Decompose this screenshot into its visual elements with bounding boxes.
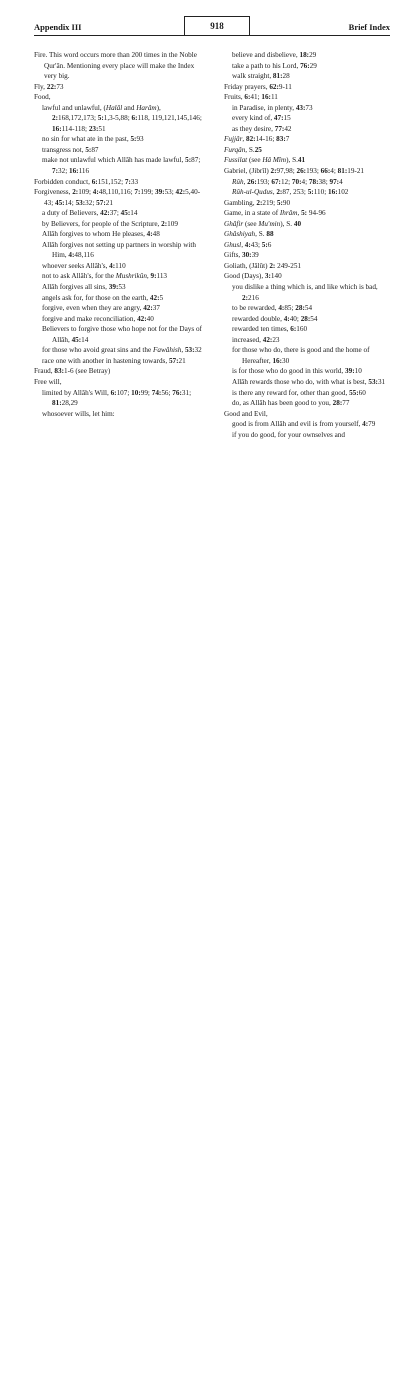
index-subentry: to be rewarded, 4:85; 28:54 [232, 304, 313, 313]
index-entry: Game, in a state of Ihrâm, 5: 94-96 [224, 209, 326, 218]
index-entry: Ghusl, 4:43; 5:6 [224, 240, 272, 249]
index-subentry: whoever seeks Allâh's, 4:110 [42, 261, 126, 270]
index-subentry: a duty of Believers, 42:37; 45:14 [42, 209, 138, 218]
index-column-left [34, 50, 204, 419]
index-entry: Furqân, S.25 [224, 145, 262, 154]
index-subentry: Rûh-ul-Qudus, 2:87, 253; 5:110; 16:102 [232, 188, 349, 197]
index-entry: Ghâshiyah, S. 88 [224, 230, 274, 239]
index-subentry: limited by Allâh's Will, 6:107; 10:99; 74:56; 76:31; 81:28,29 [42, 388, 192, 408]
index-entry: Free will, [34, 377, 62, 386]
index-subentry: not to ask Allâh's, for the Mushrikûn, 9:113 [42, 272, 168, 281]
index-entry: Fire. This word occurs more than 200 times in the Noble Qur'ân. Mentioning every place will make the Index very big. [34, 51, 197, 81]
index-subentry: walk straight, 81:28 [232, 72, 290, 81]
index-subentry: for those who do, there is good and the home of Hereafter, 16:30 [232, 346, 370, 365]
index-subentry: is for those who do good in this world, 39:10 [232, 367, 362, 376]
index-entry: Forbidden conduct, 6:151,152; 7:33 [34, 177, 139, 186]
index-entry: Gambling, 2:219; 5:90 [224, 198, 291, 207]
index-subentry: Allâh forgives not setting up partners in worship with Him, 4:48,116 [42, 240, 196, 260]
index-subentry: race one with another in hastening towards, 57:21 [42, 356, 186, 365]
index-entry: Gabriel, (Jibrîl) 2:97,98; 26:193; 66:4; 81:19-21 [224, 167, 365, 176]
index-entry: Fujjâr, 82:14-16; 83:7 [224, 135, 290, 144]
index-subentry: rewarded ten times, 6:160 [232, 325, 308, 334]
index-subentry: by Believers, for people of the Scripture, 2:109 [42, 219, 178, 228]
index-subentry: Believers to forgive those who hope not for the Days of Allâh, 45:14 [42, 325, 202, 344]
index-subentry: for those who avoid great sins and the Fawâhish, 53:32 [42, 346, 202, 355]
running-head-right: Brief Index [348, 22, 390, 32]
index-entry: Goliath, (Jâlût) 2: 249-251 [224, 261, 302, 270]
index-column-right [224, 50, 394, 440]
index-subentry: every kind of, 47:15 [232, 114, 291, 123]
index-subentry: if you do good, for your ownselves and [232, 430, 345, 439]
index-entry: Gifts, 30:39 [224, 251, 259, 260]
index-entry: Good (Days), 3:140 [224, 272, 282, 281]
index-entry: Friday prayers, 62:9-11 [224, 82, 292, 91]
index-entry: Fruits, 6:41; 16:11 [224, 93, 278, 102]
index-subentry: Allâh forgives all sins, 39:53 [42, 283, 126, 292]
index-subentry: whosoever wills, let him: [42, 409, 115, 418]
index-subentry: you dislike a thing which is, and like which is bad, 2:216 [232, 283, 378, 302]
index-subentry: lawful and unlawful, (Halâl and Harâm), 2:168,172,173; 5:1,3-5,88; 6:118, 119,121,145,146; 16:114-118; 23:51 [42, 103, 202, 133]
index-subentry: do, as Allâh has been good to you, 28:77 [232, 399, 350, 408]
index-subentry: is there any reward for, other than good, 55:60 [232, 388, 366, 397]
index-subentry: forgive and make reconciliation, 42:40 [42, 314, 154, 323]
index-subentry: transgress not, 5:87 [42, 145, 99, 154]
header-rule [34, 35, 390, 36]
index-subentry: Allâh forgives to whom He pleases, 4:48 [42, 230, 160, 239]
index-subentry: make not unlawful which Allâh has made lawful, 5:87; 7:32; 16:116 [42, 156, 201, 176]
index-subentry: Allâh rewards those who do, with what is best, 53:31 [232, 377, 386, 386]
index-subentry: believe and disbelieve, 18:29 [232, 51, 317, 59]
index-subentry: in Paradise, in plenty, 43:73 [232, 103, 313, 112]
page-number: 918 [184, 16, 250, 35]
index-entry: Good and Evil, [224, 409, 268, 418]
index-subentry: Rûh, 26:193; 67:12; 70:4; 78:38; 97:4 [232, 177, 343, 186]
index-entry: Fly, 22:73 [34, 82, 64, 91]
index-subentry: take a path to his Lord, 76:29 [232, 61, 317, 70]
index-subentry: good is from Allâh and evil is from yourself, 4:79 [232, 420, 376, 429]
index-entry: Food, [34, 93, 51, 102]
index-subentry: increased, 42:23 [232, 335, 280, 344]
index-entry: Forgiveness, 2:109; 4:48,110,116; 7:199; 39:53; 42:5,40-43; 45:14; 53:32; 57:21 [34, 188, 201, 207]
index-entry: Ghâfir (see Mu'min), S. 40 [224, 219, 302, 228]
index-entry: Fraud, 83:1-6 (see Betray) [34, 367, 111, 376]
index-subentry: rewarded double, 4:40; 28:54 [232, 314, 318, 323]
index-entry: Fussilat (see Hâ Mîm), S.41 [224, 156, 306, 165]
index-subentry: angels ask for, for those on the earth, 42:5 [42, 293, 164, 302]
index-subentry: forgive, even when they are angry, 42:37 [42, 304, 160, 313]
running-head-left: Appendix III [34, 22, 82, 32]
index-subentry: as they desire, 77:42 [232, 124, 292, 133]
index-subentry: no sin for what ate in the past, 5:93 [42, 135, 144, 144]
page-header [34, 16, 390, 42]
